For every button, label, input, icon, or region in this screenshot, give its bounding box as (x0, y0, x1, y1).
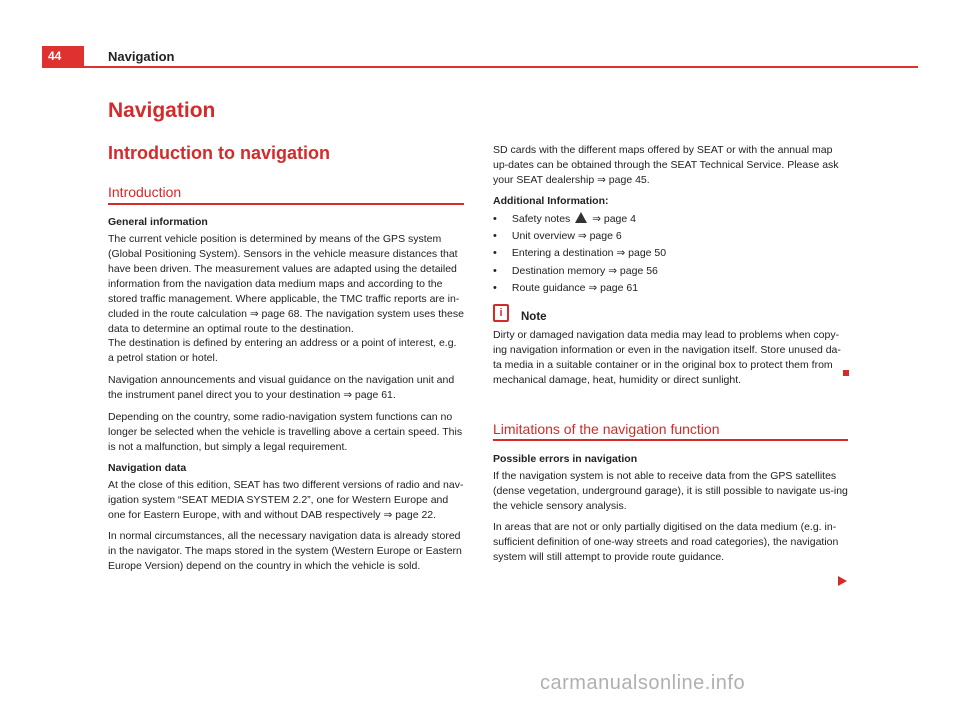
list-item (493, 245, 666, 262)
navigation-data-paragraph: At the close of this edition, SEAT has two different versions of radio and nav-igation system “SEAT MEDIA SYSTEM 2.2”, one for Western Europe and one for Eastern Europe, with and without DAB respectively ⇒ page 22. (108, 479, 464, 521)
page-title: Navigation (108, 99, 216, 122)
section-end-marker-icon (843, 370, 849, 376)
continue-arrow-icon (838, 576, 847, 586)
navigation-data-heading: Navigation data (108, 462, 187, 474)
limitations-rule (493, 439, 848, 441)
header-title: Navigation (108, 49, 175, 64)
note-text: Dirty or damaged navigation data media may lead to problems when copy-ing navigation information or even in the navigation itself. Store unused da-ta media in a suitable container or in the original box to protect them from mechanical damage, heat, humidity or direct sunlight. (493, 329, 841, 386)
watermark: carmanualsonline.info (540, 672, 746, 694)
section-title: Introduction to navigation (108, 143, 330, 163)
possible-errors-heading: Possible errors in navigation (493, 453, 638, 465)
list-item-label[interactable]: Entering a destination (511, 247, 614, 260)
general-info-paragraph: The current vehicle position is determined by means of the GPS system (Global Positioning System). Sensors in the vehicle measure distances that have been driven. The measurement values are adapted using the detailed information from the navigation data medium maps and according to the stored traffic management. Where applicable, the TMC traffic reports are in-cluded in the route calculation ⇒ page 68. The navigation system uses these data to determine an optimal route to the destination. (108, 233, 464, 335)
note-label: Note (521, 311, 547, 323)
limitations-paragraph: In areas that are not or only partially digitised on the data medium (e.g. in-sufficient definition of one-way streets and road categories), the navigation system will still attempt to provide route guidance. (493, 521, 839, 563)
limitations-paragraph: If the navigation system is not able to receive data from the GPS satellites (dense vegetation, underground garage), it is still possible to navigate us-ing the vehicle sensory analysis. (493, 470, 848, 512)
limitations-title: Limitations of the navigation function (493, 421, 720, 437)
list-item-label[interactable]: Destination memory (511, 264, 606, 277)
note-icon: i (493, 304, 509, 322)
list-item-label[interactable]: Unit overview (511, 230, 575, 243)
list-item (493, 263, 666, 280)
list-item-label[interactable]: Route guidance (511, 281, 586, 294)
subsection-rule (108, 203, 464, 205)
page-reference[interactable]: ⇒ page 6 (577, 230, 622, 243)
header-rule (42, 66, 918, 68)
general-info-paragraph: The destination is defined by entering an address or a point of interest, e.g. a petrol station or hotel. (108, 337, 457, 364)
general-info-heading: General information (108, 216, 208, 228)
page-reference[interactable]: ⇒ page 61 (588, 281, 639, 294)
page-reference[interactable]: ⇒ page 4 (592, 213, 636, 225)
page-number: 44 (42, 46, 84, 67)
warning-triangle-icon (575, 212, 587, 223)
subsection-title: Introduction (108, 184, 182, 200)
list-item (493, 280, 666, 297)
general-info-paragraph: Depending on the country, some radio-navigation system functions can no longer be selected when the vehicle is travelling above a certain speed. This is not a malfunction, but simply a legal requirement. (108, 411, 463, 453)
additional-info-heading: Additional Information: (493, 195, 609, 207)
page-reference[interactable]: ⇒ page 50 (616, 247, 667, 260)
sd-cards-paragraph: SD cards with the different maps offered by SEAT or with the annual map up-dates can be obtained through the SEAT Technical Service. Please ask your SEAT dealership ⇒ page 45. (493, 144, 839, 186)
general-info-paragraph: Navigation announcements and visual guidance on the navigation unit and the instrument panel direct you to your destination ⇒ page 61. (108, 374, 455, 401)
list-item (493, 228, 666, 245)
navigation-data-paragraph: In normal circumstances, all the necessary navigation data is already stored in the navigator. The maps stored in the system (Western Europe or Eastern Europe Version) depend on the country in which the vehicle is sold. (108, 530, 462, 572)
page-reference[interactable]: ⇒ page 56 (608, 264, 658, 277)
list-item (493, 211, 666, 228)
additional-info-list (493, 211, 666, 297)
list-item-label[interactable]: Safety notes (511, 213, 571, 225)
